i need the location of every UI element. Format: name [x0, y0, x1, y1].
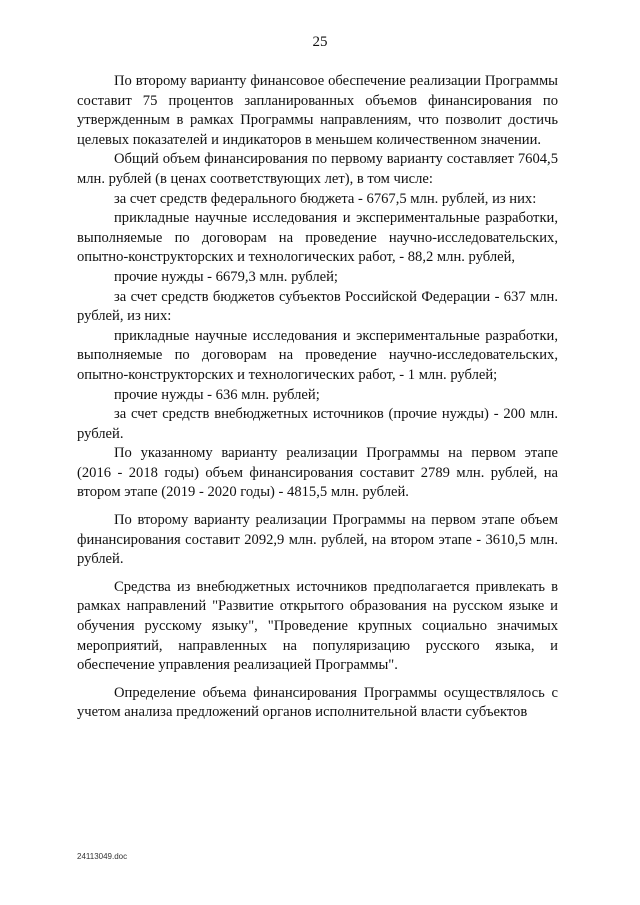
- page-number: 25: [312, 34, 328, 50]
- paragraph-first-variant-stages: По указанному варианту реализации Программы на первом этапе (2016 - 2018 годы) объем финансирования составит 2789 млн. рублей, на втором этапе (2019 - 2020 годы) - 4815,5 млн. рублей.: [77, 445, 558, 501]
- footer-filename: 24113049.doc: [77, 852, 128, 861]
- paragraph-federal-rnd: прикладные научные исследования и экспериментальные разработки, выполняемые по договорам на проведение научно-исследовательских, опытно-конструкторских и технологических работ, - 88,2 млн. рублей,: [77, 210, 558, 266]
- paragraph-federal-other: прочие нужды - 6679,3 млн. рублей;: [114, 268, 338, 285]
- paragraph-extrabudgetary-directions: Средства из внебюджетных источников предполагается привлекать в рамках направлений "Развитие открытого образования на русском языке и обучения русскому языку", "Проведение крупных социально значимых мероприятий, направленных на популяризацию русского языка, и обеспечение управления реализацией Программы".: [77, 578, 558, 674]
- paragraph-federal-budget: за счет средств федерального бюджета - 6767,5 млн. рублей, из них:: [114, 190, 537, 207]
- document-body: [77, 72, 558, 723]
- paragraph-regional-rnd: прикладные научные исследования и экспериментальные разработки, выполняемые по договорам на проведение научно-исследовательских, опытно-конструкторских и технологических работ, - 1 млн. рублей;: [77, 327, 558, 383]
- paragraph-second-variant-stages: По второму варианту реализации Программы на первом этапе объем финансирования составит 2092,9 млн. рублей, на втором этапе - 3610,5 млн. рублей.: [77, 512, 558, 568]
- paragraph-second-variant-overview: По второму варианту финансовое обеспечение реализации Программы составит 75 процентов запланированных объемов финансирования по утвержденным в рамках Программы направлениям, что позволит достичь целевых показателей и индикаторов в меньшем количественном значении.: [77, 73, 558, 148]
- paragraph-regional-other: прочие нужды - 636 млн. рублей;: [114, 386, 320, 403]
- paragraph-total-financing: Общий объем финансирования по первому варианту составляет 7604,5 млн. рублей (в ценах соответствующих лет), в том числе:: [77, 151, 558, 187]
- paragraph-regional-budget: за счет средств бюджетов субъектов Российской Федерации - 637 млн. рублей, из них:: [77, 288, 558, 325]
- paragraph-financing-determination: Определение объема финансирования Программы осуществлялось с учетом анализа предложений органов исполнительной власти субъектов: [77, 684, 558, 721]
- paragraph-extrabudgetary: за счет средств внебюджетных источников (прочие нужды) - 200 млн. рублей.: [77, 406, 558, 442]
